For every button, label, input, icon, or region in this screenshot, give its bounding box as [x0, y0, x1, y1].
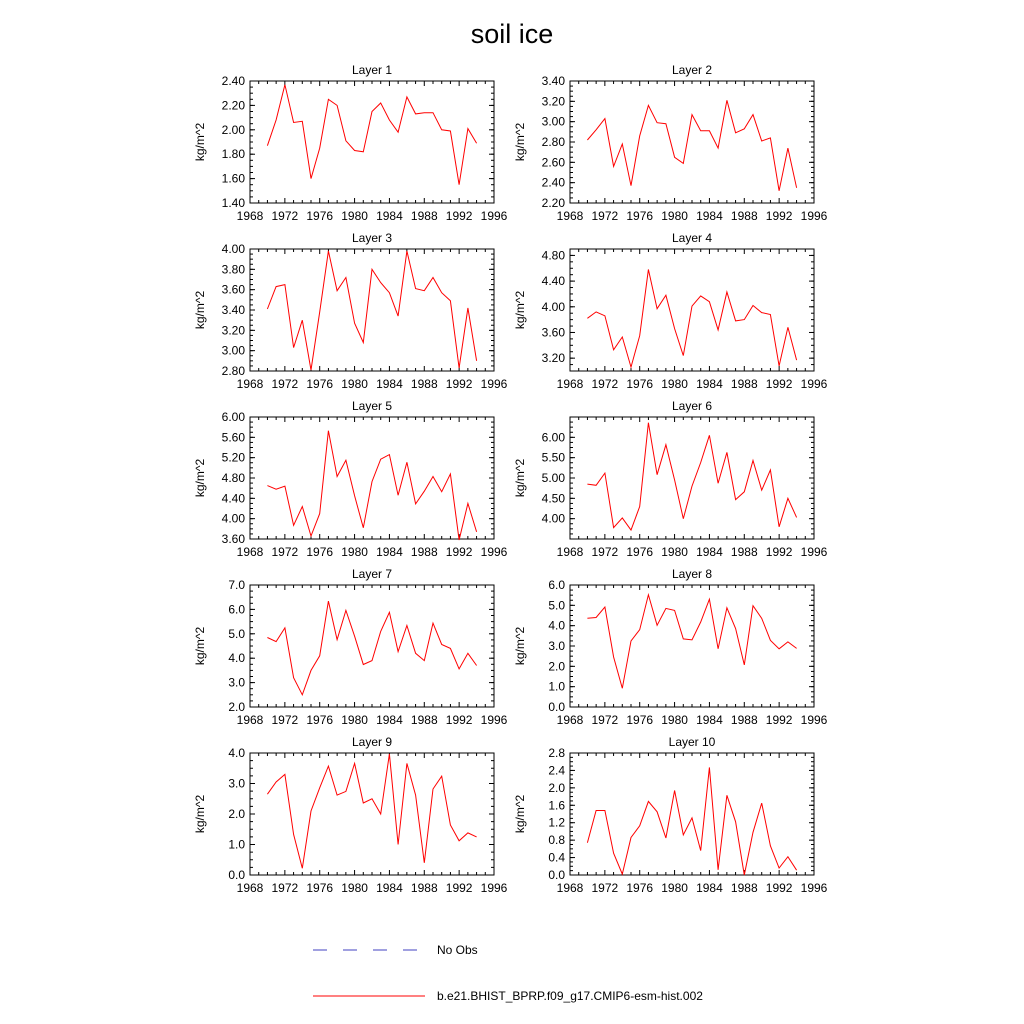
layer-8-xtick-label: 1984	[696, 713, 723, 727]
layer-3-ytick-label: 3.60	[221, 282, 245, 297]
layer-7-ylabel: kg/m^2	[193, 626, 207, 666]
layer-10-xtick-label: 1980	[661, 881, 688, 895]
layer-6-ytick-label: 5.50	[541, 450, 565, 465]
layer-3-ytick-label: 3.40	[221, 303, 245, 317]
layer-10-ytick-label: 0.8	[548, 833, 565, 848]
layer-10-ytick-label: 1.2	[548, 815, 565, 830]
layer-7-ytick-label: 4.0	[228, 651, 245, 666]
layer-7-ytick-label: 2.0	[228, 700, 245, 714]
layer-2-xtick-label: 1984	[696, 209, 723, 223]
layer-10-xtick-label: 1976	[626, 881, 654, 895]
layer-6-xtick-label: 1972	[591, 545, 619, 559]
layer-4-xtick-label: 1992	[765, 377, 793, 391]
layer-9-series-line	[267, 754, 476, 868]
layer-10-series-line	[587, 767, 796, 875]
layer-3-ytick-label: 3.80	[221, 262, 245, 277]
layer-3-title: Layer 3	[351, 231, 393, 245]
layer-1-xtick-label: 1980	[341, 209, 368, 223]
layer-10-xtick-label: 1988	[730, 881, 758, 895]
layer-2-series-line	[587, 100, 796, 191]
panels-container	[193, 63, 828, 895]
layer-9-xtick-label: 1972	[271, 881, 299, 895]
layer-4-xtick-label: 1980	[661, 377, 688, 391]
layer-8-panel	[513, 567, 828, 727]
layer-5-ytick-label: 5.60	[221, 430, 245, 445]
layer-6-xtick-label: 1996	[800, 545, 828, 559]
layer-4-xtick-label: 1972	[591, 377, 619, 391]
layer-1-frame	[250, 81, 494, 203]
layer-6-ytick-label: 4.50	[541, 491, 565, 506]
layer-2-xtick-label: 1976	[626, 209, 654, 223]
layer-2-xtick-label: 1992	[765, 209, 793, 223]
layer-7-series-line	[267, 601, 476, 695]
layer-7-ytick-label: 3.0	[228, 675, 245, 690]
layer-3-panel	[193, 231, 508, 391]
layer-3-xtick-label: 1972	[271, 377, 299, 391]
layer-8-ylabel: kg/m^2	[513, 626, 527, 666]
layer-9-ytick-label: 3.0	[228, 776, 245, 791]
layer-10-title: Layer 10	[668, 735, 716, 749]
layer-1-ytick-label: 2.00	[221, 122, 245, 137]
layer-10-ytick-label: 2.4	[548, 763, 565, 778]
layer-10-panel	[513, 735, 828, 895]
layer-8-xtick-label: 1972	[591, 713, 619, 727]
layer-9-panel	[193, 735, 508, 895]
layer-9-frame	[250, 753, 494, 875]
layer-8-ytick-label: 5.0	[548, 598, 565, 613]
layer-9-xtick-label: 1988	[410, 881, 438, 895]
layer-6-ytick-label: 6.00	[541, 430, 565, 445]
layer-1-ytick-label: 1.80	[221, 147, 245, 162]
layer-9-ytick-label: 1.0	[228, 837, 245, 852]
layer-6-xtick-label: 1984	[696, 545, 723, 559]
layer-10-ytick-label: 1.6	[548, 798, 565, 813]
layer-8-title: Layer 8	[671, 567, 713, 581]
layer-6-xtick-label: 1988	[730, 545, 758, 559]
layer-10-ytick-label: 2.8	[548, 746, 565, 760]
layer-9-xtick-label: 1984	[376, 881, 403, 895]
layer-5-ytick-label: 5.20	[221, 450, 245, 465]
layer-4-series-line	[587, 270, 796, 368]
layer-7-xtick-label: 1980	[341, 713, 368, 727]
layer-10-ytick-label: 0.0	[548, 868, 565, 882]
layer-7-frame	[250, 585, 494, 707]
layer-10-xtick-label: 1984	[696, 881, 723, 895]
layer-3-ytick-label: 4.00	[221, 242, 245, 256]
layer-3-xtick-label: 1976	[306, 377, 334, 391]
layer-6-title: Layer 6	[671, 399, 713, 413]
layer-4-ylabel: kg/m^2	[513, 290, 527, 330]
layer-2-xtick-label: 1988	[730, 209, 758, 223]
layer-2-xtick-label: 1980	[661, 209, 688, 223]
legend	[313, 943, 703, 1003]
layer-1-xtick-label: 1992	[445, 209, 473, 223]
layer-10-ytick-label: 0.4	[548, 850, 565, 865]
layer-1-xtick-label: 1968	[236, 209, 264, 223]
layer-10-xtick-label: 1972	[591, 881, 619, 895]
layer-8-xtick-label: 1988	[730, 713, 758, 727]
layer-8-ytick-label: 1.0	[548, 679, 565, 694]
layer-4-ytick-label: 4.80	[541, 248, 565, 263]
layer-4-title: Layer 4	[671, 231, 713, 245]
layer-1-ytick-label: 1.40	[221, 196, 245, 210]
layer-5-ytick-label: 6.00	[221, 410, 245, 424]
layer-1-ytick-label: 2.20	[221, 98, 245, 113]
layer-9-title: Layer 9	[351, 735, 393, 749]
layer-6-frame	[570, 417, 814, 539]
layer-5-xtick-label: 1976	[306, 545, 334, 559]
layer-4-xtick-label: 1984	[696, 377, 723, 391]
layer-5-series-line	[267, 431, 476, 540]
layer-5-xtick-label: 1984	[376, 545, 403, 559]
layer-2-ytick-label: 2.40	[541, 175, 565, 190]
layer-6-panel	[513, 399, 828, 559]
layer-9-xtick-label: 1980	[341, 881, 368, 895]
layer-5-title: Layer 5	[351, 399, 393, 413]
layer-1-panel	[193, 63, 508, 223]
layer-5-xtick-label: 1968	[236, 545, 264, 559]
layer-9-ytick-label: 4.0	[228, 746, 245, 760]
layer-7-ytick-label: 6.0	[228, 602, 245, 617]
legend-model-label: b.e21.BHIST_BPRP.f09_g17.CMIP6-esm-hist.002	[437, 989, 703, 1003]
layer-8-series-line	[587, 595, 796, 689]
layer-2-ytick-label: 3.00	[541, 114, 565, 129]
layer-3-ytick-label: 3.00	[221, 343, 245, 358]
layer-4-ytick-label: 4.00	[541, 299, 565, 314]
layer-5-ytick-label: 4.00	[221, 511, 245, 526]
layer-1-ytick-label: 2.40	[221, 74, 245, 88]
layer-2-xtick-label: 1968	[556, 209, 584, 223]
layer-5-xtick-label: 1992	[445, 545, 473, 559]
layer-4-panel	[513, 231, 828, 391]
layer-4-frame	[570, 249, 814, 371]
layer-4-xtick-label: 1976	[626, 377, 654, 391]
layer-9-ytick-label: 2.0	[228, 807, 245, 821]
layer-2-ylabel: kg/m^2	[513, 122, 527, 162]
layer-2-ytick-label: 2.80	[541, 135, 565, 149]
layer-8-ytick-label: 4.0	[548, 618, 565, 633]
layer-8-xtick-label: 1996	[800, 713, 828, 727]
layer-6-xtick-label: 1968	[556, 545, 584, 559]
layer-8-ytick-label: 6.0	[548, 578, 565, 592]
layer-5-xtick-label: 1988	[410, 545, 438, 559]
layer-3-ylabel: kg/m^2	[193, 290, 207, 330]
layer-4-ytick-label: 4.40	[541, 274, 565, 289]
layer-7-xtick-label: 1996	[480, 713, 508, 727]
layer-1-xtick-label: 1984	[376, 209, 403, 223]
layer-8-xtick-label: 1976	[626, 713, 654, 727]
layer-5-frame	[250, 417, 494, 539]
layer-1-ylabel: kg/m^2	[193, 122, 207, 162]
layer-9-xtick-label: 1996	[480, 881, 508, 895]
layer-1-ytick-label: 1.60	[221, 171, 245, 186]
layer-9-xtick-label: 1968	[236, 881, 264, 895]
layer-6-series-line	[587, 423, 796, 530]
figure-title: soil ice	[470, 19, 554, 49]
layer-3-xtick-label: 1984	[376, 377, 403, 391]
layer-5-xtick-label: 1996	[480, 545, 508, 559]
layer-2-ytick-label: 3.20	[541, 94, 565, 109]
layer-7-xtick-label: 1972	[271, 713, 299, 727]
layer-2-ytick-label: 2.20	[541, 196, 565, 210]
layer-3-ytick-label: 2.80	[221, 364, 245, 378]
layer-6-xtick-label: 1992	[765, 545, 793, 559]
layer-2-xtick-label: 1996	[800, 209, 828, 223]
layer-8-xtick-label: 1992	[765, 713, 793, 727]
layer-6-ylabel: kg/m^2	[513, 458, 527, 498]
layer-3-series-line	[267, 251, 476, 370]
layer-3-xtick-label: 1980	[341, 377, 368, 391]
layer-9-ytick-label: 0.0	[228, 868, 245, 882]
layer-10-xtick-label: 1996	[800, 881, 828, 895]
layer-10-xtick-label: 1968	[556, 881, 584, 895]
layer-7-panel	[193, 567, 508, 727]
layer-4-xtick-label: 1996	[800, 377, 828, 391]
layer-9-xtick-label: 1992	[445, 881, 473, 895]
layer-6-xtick-label: 1976	[626, 545, 654, 559]
layer-1-xtick-label: 1988	[410, 209, 438, 223]
layer-5-panel	[193, 399, 508, 559]
layer-8-frame	[570, 585, 814, 707]
layer-5-ytick-label: 3.60	[221, 532, 245, 546]
layer-10-ylabel: kg/m^2	[513, 794, 527, 834]
layer-6-ytick-label: 5.00	[541, 471, 565, 485]
layer-2-ytick-label: 3.40	[541, 74, 565, 88]
layer-2-ytick-label: 2.60	[541, 155, 565, 170]
layer-3-xtick-label: 1988	[410, 377, 438, 391]
layer-4-ytick-label: 3.60	[541, 325, 565, 340]
layer-2-title: Layer 2	[671, 63, 713, 77]
layer-7-xtick-label: 1988	[410, 713, 438, 727]
layer-9-xtick-label: 1976	[306, 881, 334, 895]
layer-4-ytick-label: 3.20	[541, 351, 565, 366]
layer-2-panel	[513, 63, 828, 223]
layer-3-ytick-label: 3.20	[221, 323, 245, 338]
layer-3-xtick-label: 1968	[236, 377, 264, 391]
layer-7-ytick-label: 5.0	[228, 626, 245, 641]
layer-5-ytick-label: 4.40	[221, 491, 245, 506]
layer-4-xtick-label: 1988	[730, 377, 758, 391]
layer-8-xtick-label: 1980	[661, 713, 688, 727]
layer-3-xtick-label: 1996	[480, 377, 508, 391]
layer-7-ytick-label: 7.0	[228, 578, 245, 592]
layer-7-xtick-label: 1984	[376, 713, 403, 727]
layer-1-title: Layer 1	[351, 63, 393, 77]
layer-1-xtick-label: 1996	[480, 209, 508, 223]
layer-9-ylabel: kg/m^2	[193, 794, 207, 834]
layer-2-xtick-label: 1972	[591, 209, 619, 223]
layer-10-xtick-label: 1992	[765, 881, 793, 895]
layer-7-xtick-label: 1968	[236, 713, 264, 727]
layer-7-xtick-label: 1992	[445, 713, 473, 727]
layer-8-ytick-label: 2.0	[548, 659, 565, 674]
layer-1-xtick-label: 1976	[306, 209, 334, 223]
layer-8-ytick-label: 3.0	[548, 639, 565, 653]
layer-5-xtick-label: 1972	[271, 545, 299, 559]
legend-no-obs-label: No Obs	[437, 943, 478, 957]
layer-6-xtick-label: 1980	[661, 545, 688, 559]
layer-1-series-line	[267, 85, 476, 185]
layer-6-ytick-label: 4.00	[541, 511, 565, 526]
layer-7-xtick-label: 1976	[306, 713, 334, 727]
layer-4-xtick-label: 1968	[556, 377, 584, 391]
layer-8-ytick-label: 0.0	[548, 700, 565, 714]
layer-1-xtick-label: 1972	[271, 209, 299, 223]
layer-5-ylabel: kg/m^2	[193, 458, 207, 498]
layer-5-xtick-label: 1980	[341, 545, 368, 559]
layer-7-title: Layer 7	[351, 567, 393, 581]
layer-8-xtick-label: 1968	[556, 713, 584, 727]
layer-2-frame	[570, 81, 814, 203]
layer-10-frame	[570, 753, 814, 875]
layer-10-ytick-label: 2.0	[548, 780, 565, 795]
layer-3-xtick-label: 1992	[445, 377, 473, 391]
layer-5-ytick-label: 4.80	[221, 471, 245, 485]
